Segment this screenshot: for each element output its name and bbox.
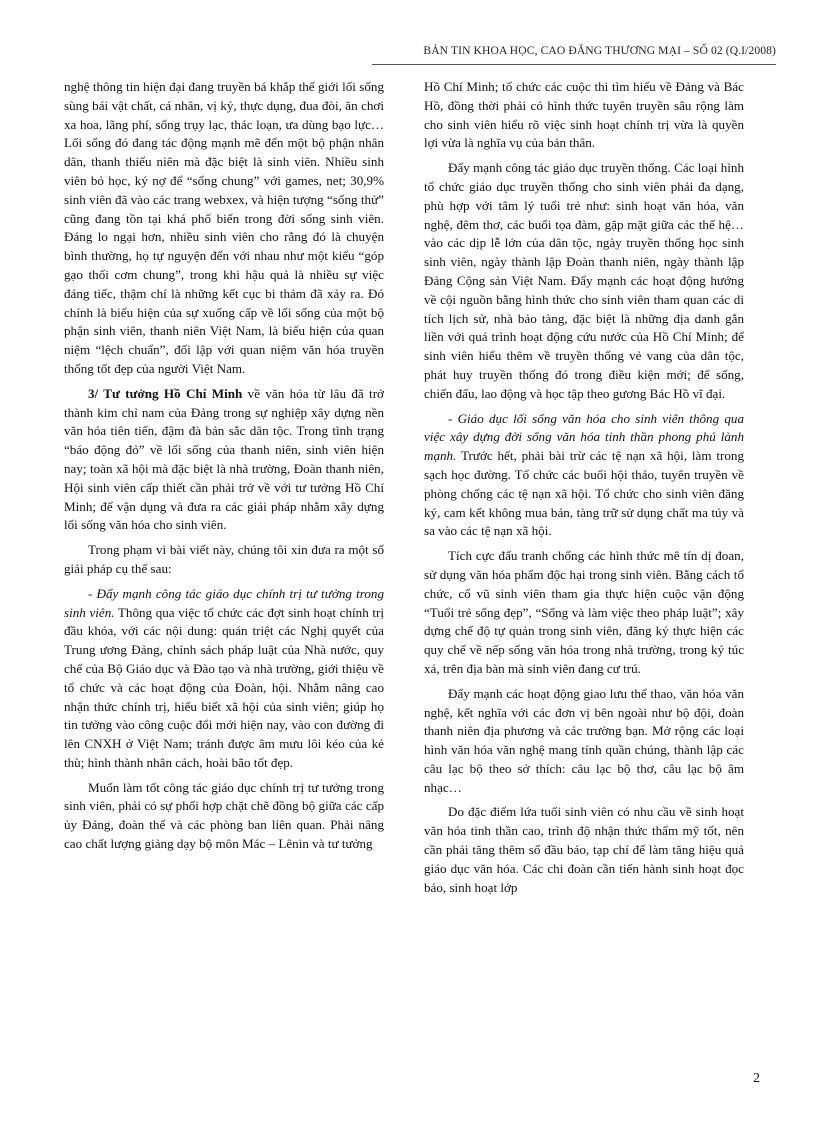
paragraph-political-education [64,585,384,773]
paragraph-exchange-activities: Đẩy mạnh các hoạt động giao lưu thể thao, văn hóa văn nghệ, kết nghĩa với các đơn vị bên ngoài như bộ đội, đoàn thanh niên địa phương và các trường bạn. Mở rộng các loại hình văn hóa văn nghệ mang tính quần chúng, thành lập các câu lạc bộ theo sở thích: câu lạc bộ thơ, câu lạc bộ âm nhạc… [424,685,744,795]
paragraph-superstition: Tích cực đấu tranh chống các hình thức mê tín dị đoan, sử dụng văn hóa phẩm độc hại trong sinh viên. Bằng cách tổ chức, cổ vũ sinh viên tham gia thực hiện cuộc vận động “Tuổi trẻ sống đẹp”, “Sống và làm việc theo pháp luật”; xây dựng chế độ tự quản trong sinh viên, đăng ký thực hiện các quy chế về nếp sống văn hóa trong nhà trường, trong ký túc xá, trên địa bàn mà sinh viên đang cư trú. [424,548,744,676]
paragraph-continuation: Hồ Chí Minh; tổ chức các cuộc thi tìm hiểu về Đảng và Bác Hồ, đồng thời phải có hình thức tuyên truyền sâu rộng làm cho sinh viên hiểu rõ việc sinh hoạt chính trị vừa là quyền lợi vừa là nghĩa vụ của bản thân. [424,79,744,151]
running-header: BẢN TIN KHOA HỌC, CAO ĐẲNG THƯƠNG MẠI – SỐ 02 (Q.I/2008) [423,44,776,57]
solution-heading: - Giáo dục lối sống văn hóa cho sinh viên thông qua việc xây dựng đời sống văn hóa tinh thần phong phú lành mạnh. [424,410,744,464]
paragraph-cultural-lifestyle [424,410,744,542]
paragraph-newspapers: Do đặc điểm lứa tuổi sinh viên có nhu cầu về sinh hoạt văn hóa tinh thần cao, trình độ nhận thức thẩm mỹ tốt, nên cần phải tăng thêm số đầu báo, tạp chí để làm tăng hiệu quả giáo dục văn hóa. Các chi đoàn cần tiến hành sinh hoạt đọc báo, sinh hoạt lớp [424,804,744,895]
paragraph-scope: Trong phạm vi bài viết này, chúng tôi xin đưa ra một số giải pháp cụ thể sau: [64,542,384,576]
header-rule [372,64,776,65]
paragraph-text: Trước hết, phải bài trừ các tệ nạn xã hội, làm trong sạch học đường. Tổ chức các buổi hội thảo, tuyên truyền về phòng chống các tệ nạn xã hội. Tổ chức cho sinh viên đăng ký, cam kết không mua bán, tàng trữ sử dụng chất ma túy và sa vào các tệ nạn xã hội. [424,448,744,539]
section-heading: 3/ Tư tưởng Hồ Chí Minh [88,385,243,401]
paragraph-ho-chi-minh-thought [64,385,384,535]
page-number: 2 [753,1071,760,1086]
paragraph-text: Thông qua việc tổ chức các đợt sinh hoạt chính trị đầu khóa, với các nội dung: quán triệt các Nghị quyết của Trung ương Đảng, chính sách pháp luật của Nhà nước, quy chế của Bộ Giáo dục và Đào tạo và nhà trường, giới thiệu về tổ chức và các hoạt động của Đoàn, hội. Nhằm nâng cao nhận thức chính trị, hiểu biết xã hội của sinh viên; giúp họ tin tưởng vào công cuộc đổi mới hiện nay, vào con đường đi lên CNXH ở Việt Nam; tránh được âm mưu lôi kéo của kẻ thù; hình thành nhân cách, hoài bão tốt đẹp. [64,604,385,770]
right-column [424,78,744,903]
solution-heading: - Đẩy mạnh công tác giáo dục chính trị tư tưởng trong sinh viên. [64,585,384,620]
paragraph-tradition-education: Đẩy mạnh công tác giáo dục truyền thống. Các loại hình tổ chức giáo dục truyền thống cho sinh viên phải đa dạng, phù hợp với tâm lý tuổi trẻ như: sinh hoạt văn hóa, văn nghệ, đêm thơ, các buổi tọa đàm, gặp mặt giữa các thế hệ… vào các dịp lễ lớn của dân tộc, ngày truyền thống học sinh sinh viên, ngày thành lập Đoàn thanh niên, ngày thành lập Đảng Cộng sản Việt Nam. Đẩy mạnh các hoạt động hướng về cội nguồn bằng hình thức cho sinh viên tham quan các di tích lịch sử, nhà bảo tàng, đặc biệt là những địa danh gắn liền với quá trình hoạt động cứu nước của Hồ Chí Minh; để sinh viên hiểu thêm về truyền thống vẻ vang của dân tộc, phát huy truyền thống đó trong điều kiện mới; để sống, chiến đấu, lao động và học tập theo gương Bác Hồ vĩ đại. [424,160,744,401]
paragraph-coordination: Muốn làm tốt công tác giáo dục chính trị tư tưởng trong sinh viên, phải có sự phối hợp chặt chẽ đồng bộ giữa các cấp ủy Đảng, đoàn thể và các phòng ban liên quan. Phải nâng cao chất lượng giảng dạy bộ môn Mác – Lênin và tư tưởng [64,779,384,852]
paragraph-lifestyle: nghệ thông tin hiện đại đang truyền bá khắp thế giới lối sống sùng bái vật chất, cá nhân, vị kỷ, thực dụng, đua đòi, ăn chơi xa hoa, lãng phí, sống trụy lạc, thác loạn, ưa dùng bạo lực… Lối sống đó đang tác động mạnh mẽ đến một bộ phận nhân dân, thanh thiếu niên mà đặc biệt là sinh viên. Nhiều sinh viên bỏ học, ký nợ để “sống chung” với games, net; 30,9% sinh viên đã vào các trang webxex, và hiện tượng “sống thử” cũng đang tồn tại khá phổ biến trong đời sống sinh viên. Đáng lo ngại hơn, nhiều sinh viên cho rằng đó là chuyện bình thường, họ tự nguyện đến với nhau như một kiểu “góp gạo thổi cơm chung”, trong khi hậu quả là nhiều sự việc đáng tiếc, thậm chí là những kết cục bi thảm đã xảy ra. Đó chính là biểu hiện của sự xuống cấp về lối sống của một bộ phận sinh viên, thanh niên Việt Nam, là biểu hiện của quan niệm “lệch chuẩn”, đối lập với quan niệm văn hóa truyền thống tốt đẹp của người Việt Nam. [64,79,384,376]
left-column [64,78,384,860]
paragraph-text: về văn hóa từ lâu đã trở thành kim chỉ nam của Đảng trong sự nghiệp xây dựng nền văn hóa tiên tiến, đậm đà bản sắc dân tộc. Trong tình trạng “báo động đỏ” về lối sống của thanh niên, sinh viên hiện nay; toàn xã hội mà đặc biệt là nhà trường, Đoàn thanh niên, Hội sinh viên cấp thiết cần phải trở về với tư tưởng Hồ Chí Minh; để vận dụng và đưa ra các giải pháp nhằm xây dựng lối sống văn hóa cho sinh viên. [64,385,384,533]
